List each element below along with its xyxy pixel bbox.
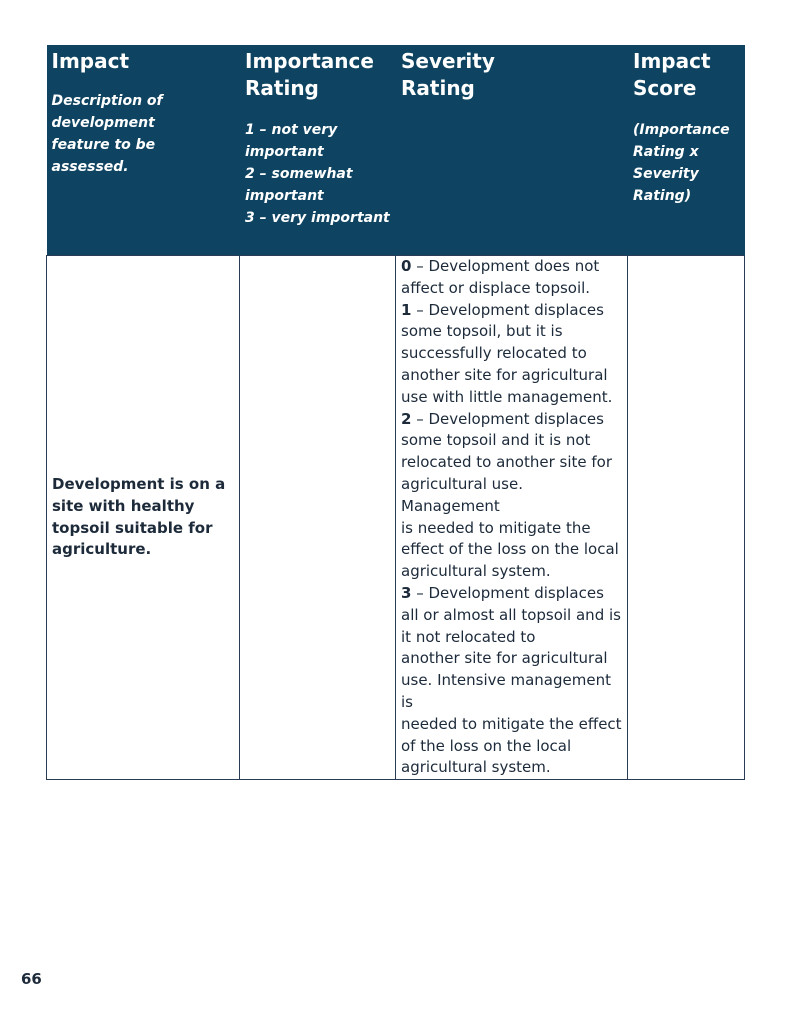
text-line: is needed to mitigate the — [401, 518, 591, 537]
severity-level-2 — [401, 409, 623, 583]
text-line: site with healthy — [52, 496, 195, 515]
text-line: development — [51, 115, 155, 131]
header-severity — [396, 45, 628, 256]
text-line: Rating) — [633, 188, 692, 204]
text-line: use. Intensive management is — [401, 671, 611, 711]
text-line: some topsoil and it is not — [401, 431, 591, 450]
header-score-title — [633, 48, 740, 102]
text-line: 3 – Development displaces — [401, 583, 604, 602]
cell-importance[interactable] — [240, 256, 396, 780]
text-line: topsoil suitable for — [52, 518, 213, 537]
text-line: Description of — [51, 93, 163, 109]
text-line: 2 – Development displaces — [401, 409, 604, 428]
text-line: use with little management. — [401, 387, 613, 406]
text-line: assessed. — [51, 159, 129, 175]
text-line: successfully relocated to — [401, 344, 587, 363]
text-line: Development is on a — [52, 474, 226, 493]
severity-level-0 — [401, 256, 623, 300]
cell-score[interactable] — [628, 256, 745, 780]
text-line: Severity — [401, 49, 495, 73]
text-line: 1 – not very — [245, 122, 338, 138]
severity-number: 0 — [401, 257, 412, 275]
text-line: relocated to another site for — [401, 453, 612, 472]
severity-number: 2 — [401, 409, 412, 428]
text-line: 2 – somewhat — [245, 166, 353, 182]
text-line: Importance — [245, 49, 374, 73]
text-line: Rating — [401, 76, 475, 100]
text-line: affect or displace topsoil. — [401, 278, 591, 297]
cell-impact — [47, 256, 240, 780]
severity-level-3 — [401, 583, 623, 779]
text-line: Impact — [633, 49, 711, 73]
text-line: Score — [633, 76, 697, 100]
text-line: Rating — [245, 76, 319, 100]
text-line: needed to mitigate the effect — [401, 714, 622, 733]
text-line: agriculture. — [52, 540, 152, 559]
cell-severity — [396, 256, 628, 780]
text-line: important — [245, 188, 324, 204]
severity-number: 1 — [401, 300, 412, 319]
impact-table — [46, 45, 745, 780]
header-impact-desc — [52, 90, 236, 178]
text-line: agricultural system. — [401, 758, 551, 777]
text-line: (Importance — [633, 122, 730, 138]
text-line: effect of the loss on the local — [401, 540, 619, 559]
text-line: another site for agricultural — [401, 365, 608, 384]
text-line: 1 – Development displaces — [401, 300, 604, 319]
header-importance — [240, 45, 396, 256]
header-score — [628, 45, 745, 256]
text-line: 0 – Development does not — [401, 257, 600, 275]
header-impact — [47, 45, 240, 256]
text-line: of the loss on the local — [401, 736, 572, 755]
header-importance-title — [245, 48, 391, 102]
text-line: another site for agricultural — [401, 649, 608, 668]
text-line: all or almost all topsoil and is — [401, 605, 621, 624]
table-row — [47, 256, 745, 780]
text-line: agricultural use. Management — [401, 474, 523, 515]
text-line: it not relocated to — [401, 627, 536, 646]
text-line: some topsoil, but it is — [401, 322, 563, 341]
text-line: 3 – very important — [245, 210, 390, 226]
text-line: important — [245, 144, 324, 160]
header-importance-scale — [245, 119, 391, 229]
header-score-desc — [633, 119, 740, 207]
severity-level-1 — [401, 300, 623, 409]
text-line: agricultural system. — [401, 562, 551, 581]
text-line: Rating x — [633, 144, 699, 160]
header-severity-title — [401, 48, 623, 102]
header-impact-title: Impact — [51, 49, 130, 73]
page-number: 66 — [21, 970, 42, 988]
severity-number: 3 — [401, 583, 412, 602]
text-line: feature to be — [51, 137, 156, 153]
text-line: Severity — [633, 166, 699, 182]
table-header-row — [47, 45, 745, 256]
